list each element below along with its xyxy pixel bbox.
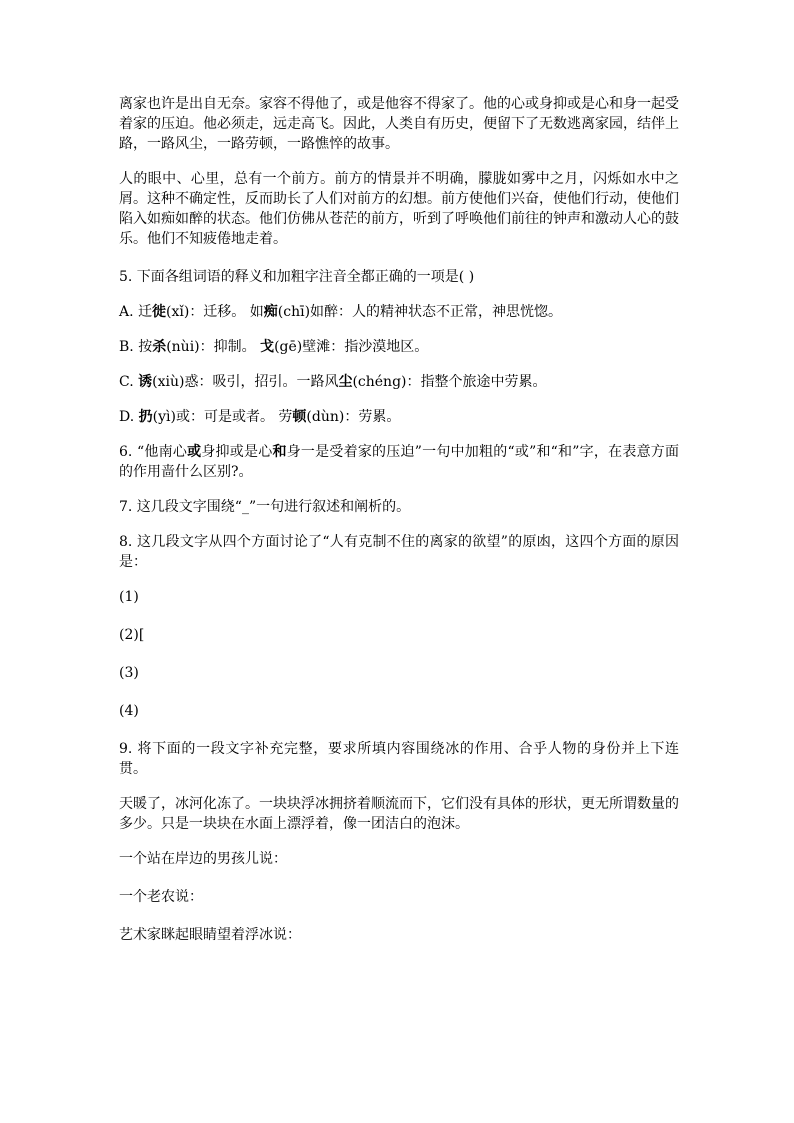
question-8-item-1: (1) — [119, 589, 139, 605]
question-7: 7. 这几段文字围绕“_”一句进行叙述和阐析的。 — [119, 499, 411, 515]
question-9-line-artist: 艺术家眯起眼睛望着浮冰说： — [119, 927, 301, 943]
question-9-line-farmer: 一个老农说： — [119, 889, 203, 905]
question-5-option-c: C. 诱(xiù)惑：吸引，招引。一路风尘(chéng)：指整个旅途中劳累。 — [119, 374, 547, 390]
question-8-item-2: (2)[ — [119, 627, 145, 643]
question-9-paragraph: 天暖了，冰河化冻了。一块块浮冰拥挤着顺流而下，它们没有具体的形状，更无所谓数量的多少。只是一块块在水面上漂浮着，像一团洁白的泡沫。 — [119, 796, 679, 832]
passage-paragraph-2: 人的眼中、心里，总有一个前方。前方的情景并不明确，朦胧如雾中之月，闪烁如水中之屑。这种不确定性，反而助长了人们对前方的幻想。前方使他们兴奋，使他们行动，使他们陷入如痴如醉的状态。他们仿佛从苍茫的前方，听到了呼唤他们前往的钟声和激动人心的鼓乐。他们不知疲倦地走着。 — [119, 171, 679, 247]
question-9-line-boy: 一个站在岸边的男孩儿说： — [119, 851, 287, 867]
question-5-option-a: A. 迁徙(xǐ)：迁移。 如痴(chī)如醉：人的精神状态不正常，神思恍惚。 — [119, 304, 563, 320]
document-body — [119, 94, 679, 963]
question-5-option-d: D. 扔(yì)或：可是或者。 劳顿(dùn)：劳累。 — [119, 409, 401, 425]
question-8-stem: 8. 这几段文字从四个方面讨论了“人有克制不住的离家的欲望”的原凼，这四个方面的原因是： — [119, 534, 679, 570]
passage-paragraph-1: 离家也许是出自无奈。家容不得他了，或是他容不得家了。他的心或身抑或是心和身一起受着家的压迫。他必须走，远走高飞。因此，人类自有历史，便留下了无数逃离家园，结伴上路，一路风尘，一路劳顿，一路憔悴的故事。 — [119, 96, 679, 152]
question-5-stem: 5. 下面各组词语的释义和加粗字注音全都正确的一项是( ) — [119, 269, 475, 285]
question-5-option-b: B. 按杀(nùi)：抑制。 戈(gē)壁滩：指沙漠地区。 — [119, 339, 429, 355]
question-6: 6. “他南心或身抑或是心和身一是受着家的压迫”一句中加粗的“或”和“和”字，在表意方面的作用啬什么区别?。 — [119, 444, 680, 480]
question-9-stem: 9. 将下面的一段文字补充完整，要求所填内容围绕冰的作用、合乎人物的身份并上下连贯。 — [119, 741, 679, 777]
question-8-item-4: (4) — [119, 703, 139, 719]
question-8-item-3: (3) — [119, 665, 139, 681]
